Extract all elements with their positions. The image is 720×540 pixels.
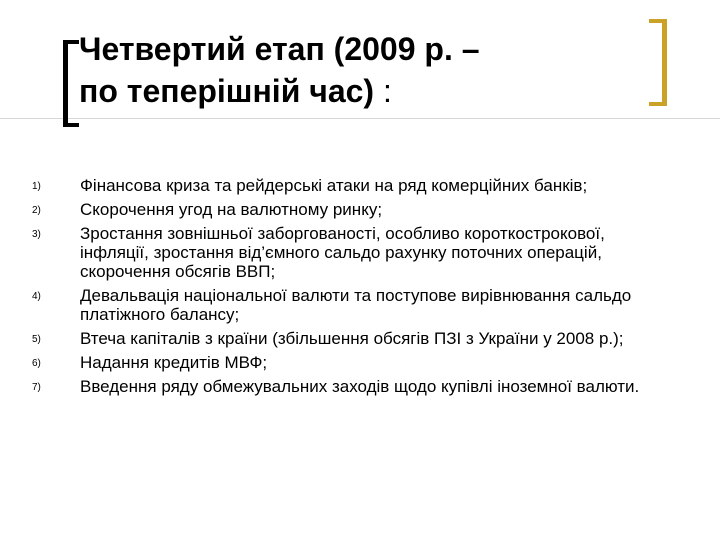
list-item [0, 329, 720, 348]
list-item-text: Фінансова криза та рейдерські атаки на ряд комерційних банків; [80, 176, 588, 195]
slide-title-colon: : [374, 73, 392, 109]
list-item-number: 6) [32, 358, 41, 369]
list-item-text: Зростання зовнішньої заборгованості, особливо короткострокової, інфляції, зростання від’ємного сальдо рахунку поточних операцій, скорочення обсягів ВВП; [80, 224, 605, 281]
list-item [0, 353, 720, 372]
list-item-text: Девальвація національної валюти та поступове вирівнювання сальдо платіжного балансу; [80, 286, 632, 324]
list-item-text: Надання кредитів МВФ; [80, 353, 268, 372]
list-item [0, 176, 720, 195]
list-item [0, 200, 720, 219]
list-item-number: 1) [32, 181, 41, 192]
slide-title [79, 28, 639, 112]
list-item-text: Введення ряду обмежувальних заходів щодо купівлі іноземної валюти. [80, 377, 640, 396]
list-item [0, 286, 720, 324]
title-divider-line [0, 118, 720, 119]
right-bracket-decoration [649, 19, 667, 106]
list-item-text: Втеча капіталів з країни (збільшення обсягів ПЗІ з України у 2008 р.); [80, 329, 624, 348]
list-item [0, 224, 720, 281]
list-item [0, 377, 720, 396]
numbered-list [0, 176, 720, 401]
list-item-number: 5) [32, 334, 41, 345]
list-item-number: 7) [32, 382, 41, 393]
left-bracket-decoration [63, 40, 79, 127]
list-item-number: 2) [32, 205, 41, 216]
slide-title-line-2: по теперішній час) [79, 73, 375, 109]
list-item-number: 3) [32, 229, 41, 240]
slide-title-line-1: Четвертий етап (2009 р. – [79, 31, 480, 67]
list-item-text: Скорочення угод на валютному ринку; [80, 200, 383, 219]
list-item-number: 4) [32, 291, 41, 302]
